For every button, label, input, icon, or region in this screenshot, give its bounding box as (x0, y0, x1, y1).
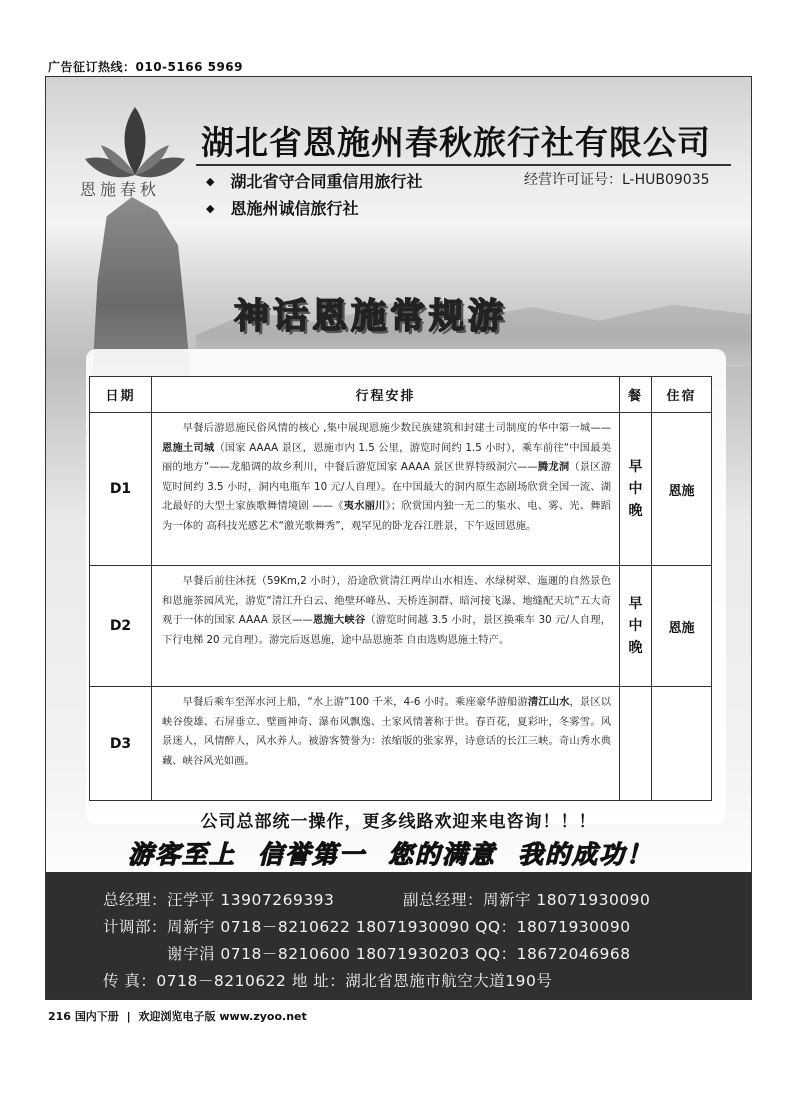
table-row (90, 566, 712, 687)
footer-slogan: 欢迎浏览电子版 (138, 1010, 216, 1023)
meals-cell (620, 687, 652, 801)
diamond-bullet-icon: ◆ (206, 175, 215, 188)
day-description: 早餐后乘车至浑水河上船，“水上游”100 千米，4-6 小时。乘座豪华游船游清江山水，景区以峡谷俊雄、石屏垂立、壁画神奇、瀑布风飘逸、土家风情著称于世。春百花，夏彩叶，冬雾雪。风景迷人，风情醉人，风水养人。被游客赞誉为：浓缩版的张家界，诗意话的长江三峡。奇山秀水典藏、峡谷风光如画。 (152, 687, 620, 801)
table-row (90, 413, 712, 566)
itinerary-table (89, 376, 712, 801)
day-description: 早餐后前往沐抚（59Km,2 小时），沿途欣赏清江两岸山水相连、水绿树翠、迤逦的自然景色和恩施茶园风光，游览“清江升白云、绝壁环峰丛、天桥连洞群、暗河接飞瀑、地缝配天坑”五大奇观于一体的国家 AAAA 景区——恩施大峡谷（游览时间越 3.5 小时，景区换乘车 30 元/人自理，下行电梯 20 元自理）。游完后返恩施，途中品恩施茶 自由选购恩施土特产。 (152, 566, 620, 687)
attraction-name: 恩施大峡谷 (312, 614, 366, 627)
dispatch-contact-2: 谢宇涓 0718－8210600 18071930203 QQ：18672046968 (167, 945, 631, 963)
attraction-name: 恩施土司城 (162, 441, 215, 454)
ad-hotline: 广告征订热线：010-5166 5969 (48, 60, 244, 74)
honor-item (206, 196, 358, 219)
deputy-manager: 副总经理：周新宇 18071930090 (403, 891, 651, 909)
table-row (90, 687, 712, 801)
attraction-name: 清江山水 (527, 696, 570, 708)
header-meal: 餐 (620, 377, 652, 413)
page-footer: 216 国内下册 | 欢迎浏览电子版 www.zyoo.net (48, 1010, 307, 1023)
license-number: 经营许可证号：L-HUB09035 (524, 172, 710, 188)
stay-cell: 恩施 (652, 566, 712, 687)
consult-slogan: 公司总部统一操作，更多线路欢迎来电咨询！！！ (200, 812, 597, 832)
honor-item (206, 169, 422, 192)
motto-slogan: 游客至上 信誉第一 您的满意 我的成功！ (128, 840, 654, 869)
show-name: 夷水丽川 (343, 500, 386, 513)
tour-headline: 神话恩施常规游 (234, 296, 508, 337)
general-manager: 总经理：汪学平 13907269393 (103, 891, 335, 909)
title-underline (196, 164, 731, 166)
meals-cell: 早 中 晚 (620, 413, 652, 566)
page-number: 216 (48, 1010, 71, 1023)
day-label: D3 (90, 687, 152, 801)
day-description: 早餐后游恩施民俗风情的核心 ,集中展现恩施少数民族建筑和封建土司制度的华中第一城——恩施土司城（国家 AAAA 景区，恩施市内 1.5 公里，游览时间约 1.5 小时），乘车前往“中国最美丽的地方”——龙船调的故乡利川，中餐后游览国家 AAAA 景区世界特级洞穴——腾龙洞（景区游览时间约 3.5 小时，洞内电瓶车 10 元/人自理）。在中国最大的洞内原生态剧场欣赏全国一流、湖北最好的大型土家族歌舞情境剧 ——《夷水丽川》；欣赏国内独一无二的集水、电、雾、光、舞蹈为一体的 高科技光感艺术“激光歌舞秀”，观罕见的卧龙吞江胜景，下午返回恩施。 (152, 413, 620, 566)
fax-address: 传 真：0718－8210622 地 址：湖北省恩施市航空大道190号 (103, 972, 553, 990)
contact-panel (46, 872, 751, 999)
header-itinerary: 行程安排 (152, 377, 620, 413)
header-stay: 住宿 (652, 377, 712, 413)
dispatch-contact: 计调部：周新宇 0718－8210622 18071930090 QQ：18071930090 (103, 918, 631, 936)
logo-text: 恩施春秋 (80, 180, 161, 199)
stay-cell: 恩施 (652, 413, 712, 566)
company-name: 湖北省恩施州春秋旅行社有限公司 (201, 123, 711, 162)
day-label: D2 (90, 566, 152, 687)
honor-text: 湖北省守合同重信用旅行社 (230, 172, 423, 191)
table-header-row (90, 377, 712, 413)
header-date: 日期 (90, 377, 152, 413)
diamond-bullet-icon: ◆ (206, 202, 215, 215)
footer-url: www.zyoo.net (219, 1010, 307, 1023)
day-label: D1 (90, 413, 152, 566)
section-name: 国内下册 (74, 1010, 119, 1023)
attraction-name: 腾龙洞 (537, 461, 570, 474)
advertisement-frame (45, 76, 752, 1000)
meals-cell: 早 中 晚 (620, 566, 652, 687)
stay-cell (652, 687, 712, 801)
honor-text: 恩施州诚信旅行社 (230, 199, 359, 218)
